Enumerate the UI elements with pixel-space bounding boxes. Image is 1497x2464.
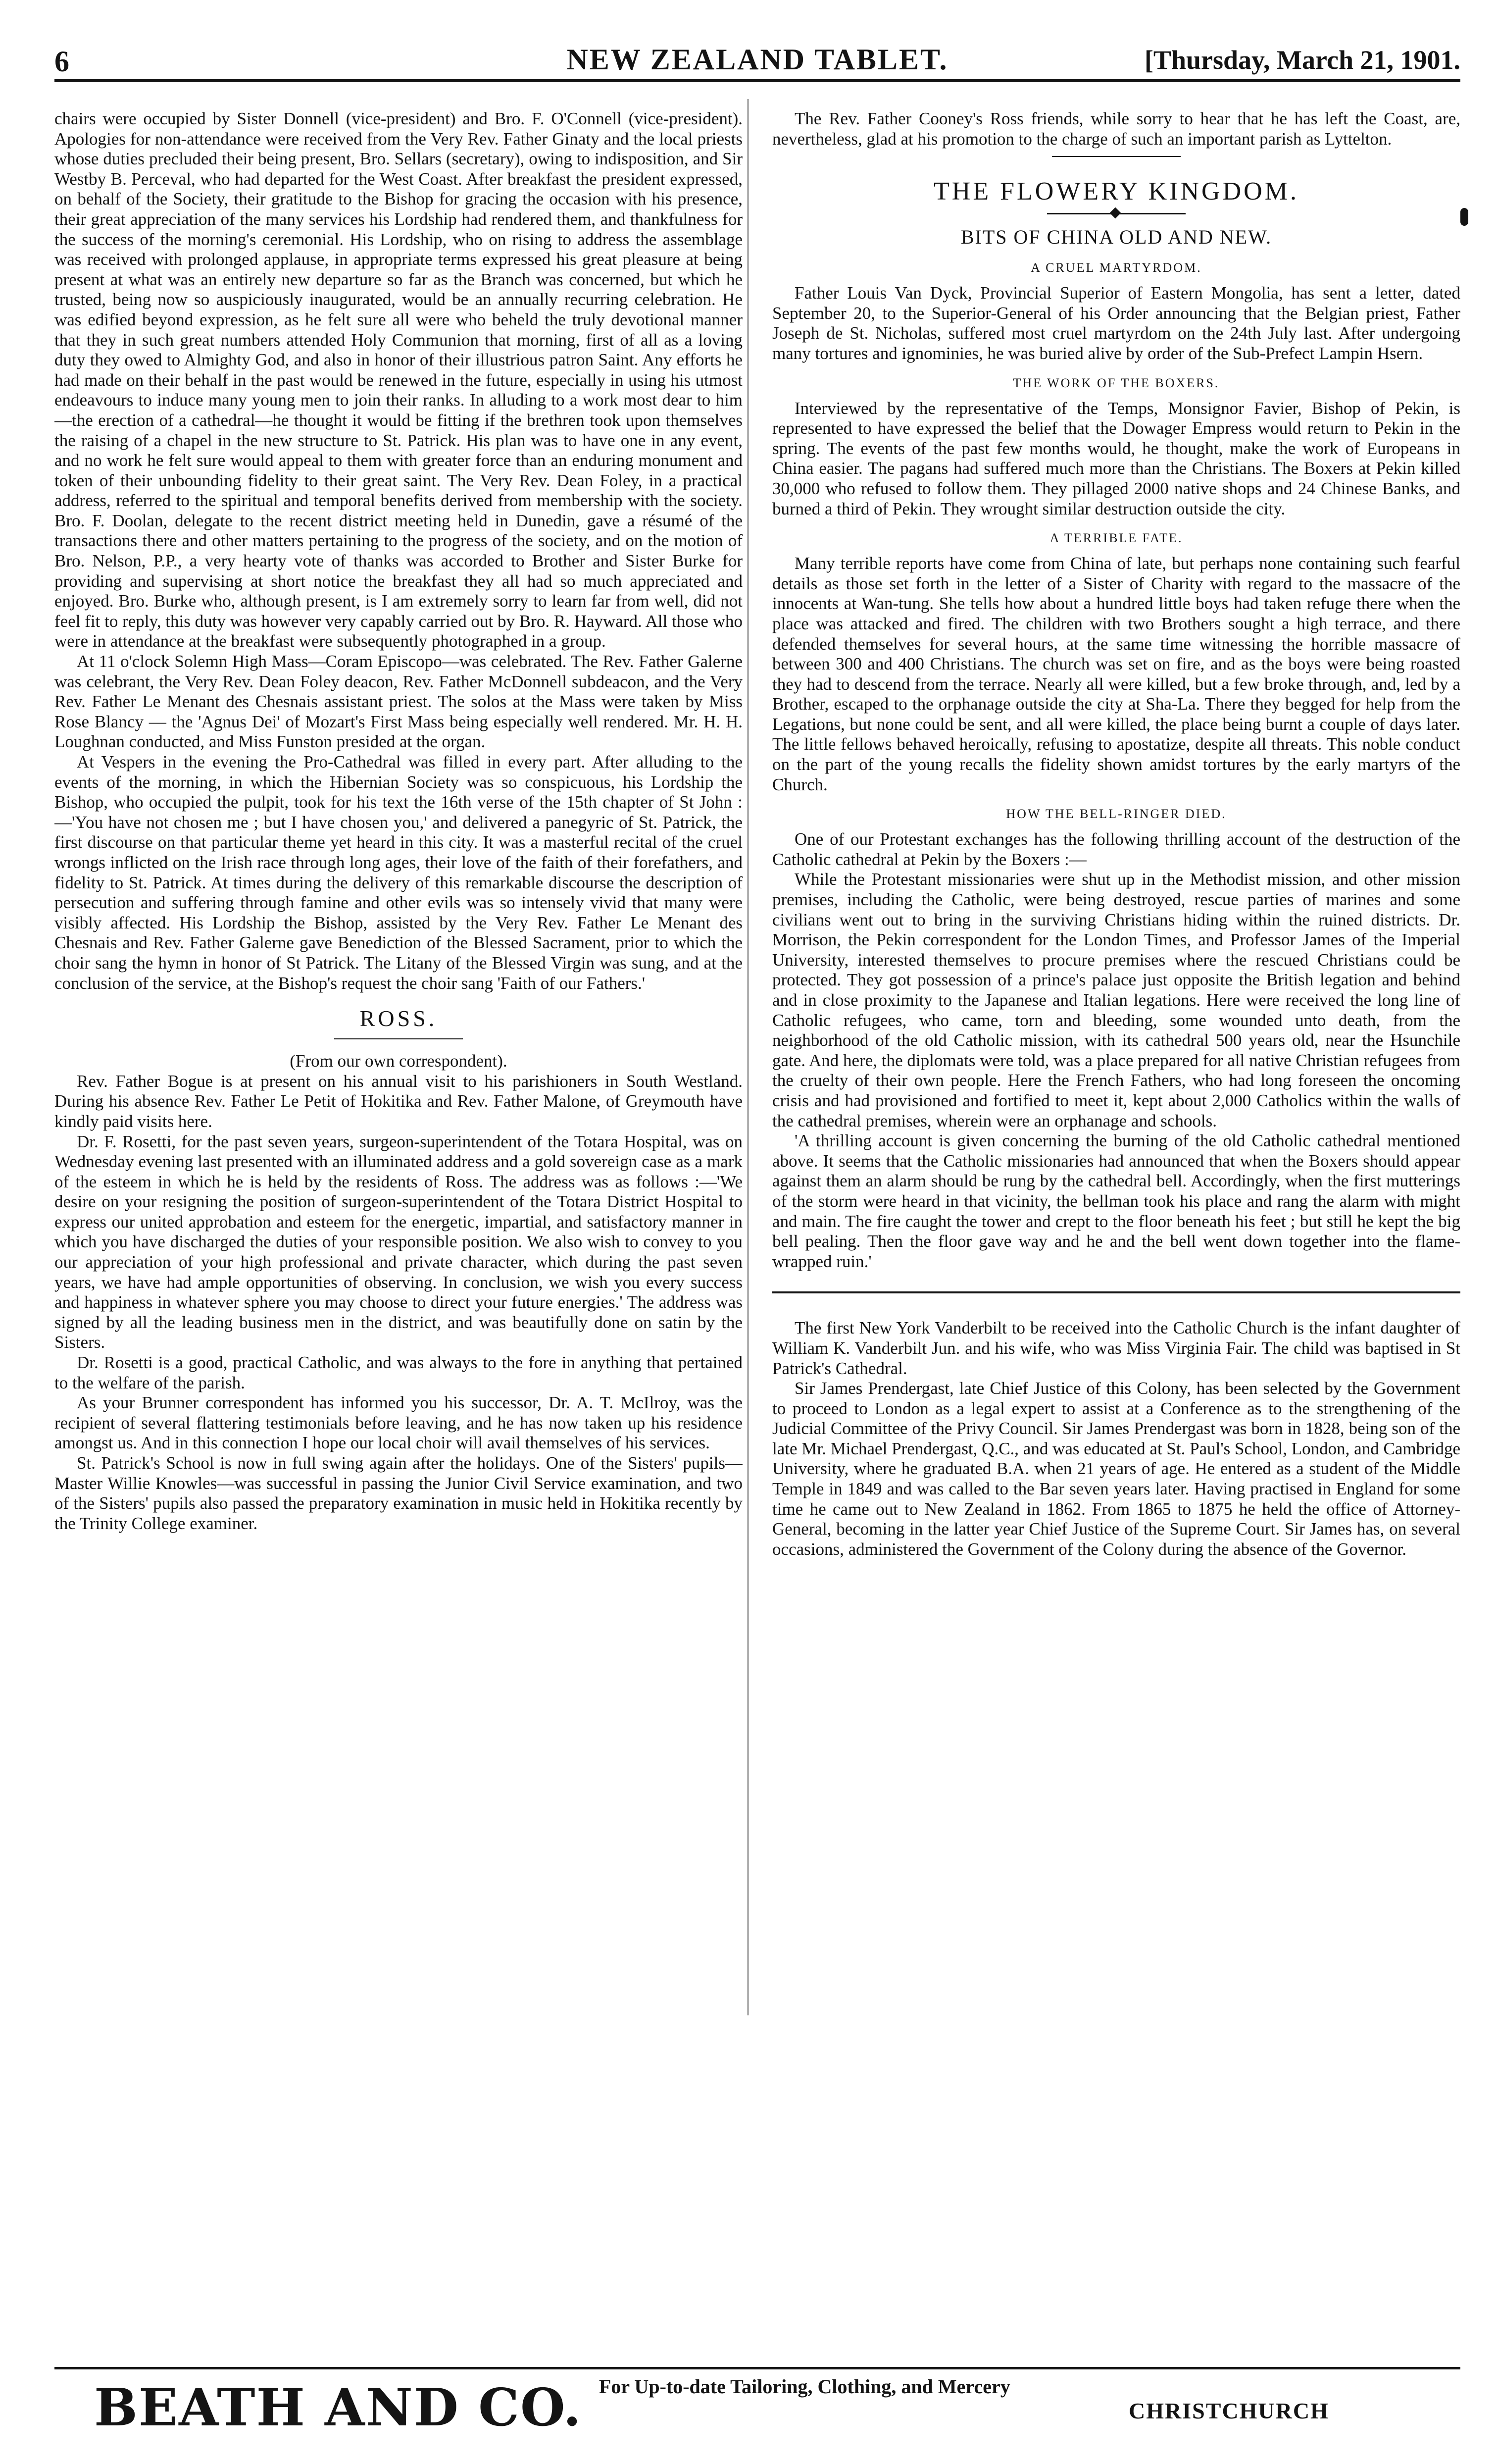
ross-paragraph: Dr. F. Rosetti, for the past seven years, surgeon-superintendent of the Totara Hospital, was on Wednesday evening last presented with an illuminated address and a gold sovereign case as a mark of the esteem in which he is held by the residents of Ross. The address was as follows :—'We desire on your resigning the position of surgeon-superintendent of the Totara District Hospital to express our united approbation and esteem for the energetic, impartial, and satisfactory manner in which you have discharged the duties of your responsible position. We also wish to convey to you our appreciation of your high professional and private character, which during the past seven years, we have had ample opportunities of observing. In conclusion, we wish you every success and happiness in whatever sphere you may choose to direct your future energies.' The address was signed by all the leading business men in the district, and was beautifully done on satin by the Sisters. (54, 1131, 743, 1352)
advertiser-city: CHRISTCHURCH (1129, 2398, 1329, 2423)
advertisement-tagline: For Up-to-date Tailoring, Clothing, and Mercery (599, 2375, 1010, 2398)
china-paragraph: Father Louis Van Dyck, Provincial Superior of Eastern Mongolia, has sent a letter, dated September 20, to the Superior-General of his Order announcing that the Belgian priest, Father Joseph de St. Nicholas, suffered most cruel martyrdom on the 24th July last. After undergoing many tortures and ignominies, he was buried alive by order of the Sub-Prefect Lampin Hsern. (772, 283, 1460, 363)
right-column (772, 109, 1460, 2001)
article-paragraph: At Vespers in the evening the Pro-Cathedral was filled in every part. After alluding to the events of the morning, in which the Hibernian Society was so conspicuous, his Lordship the Bishop, who occupied the pulpit, took for his text the 16th verse of the 15th chapter of St John :—'You have not chosen me ; but I have chosen you,' and delivered a panegyric of St. Patrick, the first discourse on that particular theme yet heard in this city. It was a masterful recital of the cruel wrongs inflicted on the Irish race through long ages, their love of the faith of their forefathers, and fidelity to St. Patrick. At times during the delivery of this remarkable discourse the description of persecution and suffering through famine and other evils was so intensely vivid that many were visibly affected. His Lordship the Bishop, assisted by the Very Rev. Father Le Menant des Chesnais and Rev. Father Galerne gave Benediction of the Blessed Sacrament, prior to which the choir sang the hymn in honor of St Patrick. The Litany of the Blessed Virgin was sung, and at the conclusion of the service, at the Bishop's request the choir sang 'Faith of our Fathers.' (54, 752, 743, 993)
issue-date: [Thursday, March 21, 1901. (1144, 45, 1460, 75)
article-subtitle: BITS OF CHINA OLD AND NEW. (960, 226, 1272, 249)
page-number: 6 (54, 45, 69, 78)
ornament-rule (1047, 213, 1186, 214)
subheading-martyrdom: A CRUEL MARTYRDOM. (1031, 260, 1202, 275)
intro-paragraph: The Rev. Father Cooney's Ross friends, while sorry to hear that he has left the Coast, are, nevertheless, glad at his promotion to the charge of such an important parish as Lyttelton. (772, 109, 1460, 149)
ink-blot-mark (1460, 208, 1468, 226)
china-paragraph: One of our Protestant exchanges has the following thrilling account of the destruction of the Catholic cathedral at Pekin by the Boxers :— (772, 829, 1460, 869)
header-rule (54, 79, 1460, 82)
ross-paragraph: As your Brunner correspondent has informed you his successor, Dr. A. T. McIlroy, was the recipient of several flattering testimonials before leaving, and he has now taken up his residence amongst us. And in this connection I hope our local choir will avail themselves of his services. (54, 1393, 743, 1453)
ross-section-title: ROSS. (359, 1006, 438, 1031)
china-paragraph: 'A thrilling account is given concerning the burning of the old Catholic cathedral mentioned above. It seems that the Catholic missionaries had announced that when the Boxers should appear against them an alarm should be rung by the cathedral bell. Accordingly, when the first mutterings of the storm were heard in that vicinity, the bellman took his place and rang the alarm with might and main. The fire caught the tower and crept to the floor beneath his feet ; but still he kept the big bell pealing. Then the floor gave way and he and the bell went down together into the flame-wrapped ruin.' (772, 1131, 1460, 1271)
section-divider (334, 1038, 463, 1039)
article-paragraph: chairs were occupied by Sister Donnell (vice-president) and Bro. F. O'Connell (vice-president). Apologies for non-attendance were received from the Very Rev. Father Ginaty and the local priests whose duties precluded their being present, Bro. Sellars (secretary), owing to indisposition, and Sir Westby B. Perceval, who had departed for the West Coast. After breakfast the president expressed, on behalf of the Society, their gratitude to the Bishop for gracing the occasion with his presence, their great appreciation of the many services his Lordship had rendered them, and thankfulness for the success of the morning's ceremonial. His Lordship, who on rising to address the assemblage was received with prolonged applause, in appropriate terms expressed his great pleasure at being present at what was an entirely new departure so far as the Branch was concerned, but which he trusted, being now so auspiciously inaugurated, would be an annually recurring celebration. He was edified beyond expression, as he felt sure all were who beheld the truly devotional manner that they in such great numbers attended Holy Communion that morning, first of all as a loving duty they owed to Almighty God, and also in honor of their illustrious patron Saint. Any efforts he had made on their behalf in the past would be renewed in the future, especially in using his utmost endeavours to induce many young men to join their ranks. In alluding to a work most dear to him—the erection of a cathedral—he thought it would be fitting if the brethren took upon themselves the raising of a chapel in the new structure to St. Patrick. His plan was to have one in any event, and no work he felt sure would appeal to them with greater force than an enduring monument and token of their unbounding fidelity to their great saint. The Very Rev. Dean Foley, in a practical address, referred to the spiritual and temporal benefits derived from membership with the society. Bro. F. Doolan, delegate to the recent district meeting held in Dunedin, gave a résumé of the transactions there and other matters pertaining to the progress of the society, and on the motion of Bro. Nelson, P.P., a very hearty vote of thanks was accorded to Brother and Sister Burke for providing and supervising at short notice the breakfast they all had so much appreciated and enjoyed. Bro. Burke who, although present, is I am extremely sorry to learn far from well, did not feel fit to reply, this duty was however very capably carried out by Bro. R. Hayward. All those who were in attendance at the breakfast were subsequently photographed in a group. (54, 109, 743, 651)
news-paragraph: The first New York Vanderbilt to be received into the Catholic Church is the infant daughter of William K. Vanderbilt Jun. and his wife, who was Miss Virginia Fair. The child was baptised in St Patrick's Cathedral. (772, 1318, 1460, 1378)
china-paragraph: While the Protestant missionaries were shut up in the Methodist mission, and other mission premises, including the Catholic, were being destroyed, rescue parties of marines and some civilians went out to bring in the surviving Christians hiding within the ruined districts. Dr. Morrison, the Pekin correspondent for the London Times, and Professor James of the Imperial University, interested themselves to procure premises where the rescued Christians could be protected. They got possession of a prince's palace just opposite the British legation and behind and in close proximity to the Japanese and Italian legations. Here were received the long line of Catholic refugees, who came, torn and bleeding, some wounded unto death, from the neighborhood of the old Catholic mission, with its cathedral 500 years old, near the Hsunchile gate. And here, the diplomats were told, was a place prepared for all native Christian refugees from the cruelty of their own people. Here the French Fathers, who had long foreseen the oncoming crisis and had provisioned and fortified to meet it, kept about 2,000 Catholics within the walls of the cathedral premises, wherein were an orphanage and schools. (772, 870, 1460, 1130)
diamond-ornament-icon (1110, 207, 1121, 219)
correspondent-note: (From our own correspondent). (290, 1051, 507, 1071)
article-paragraph: At 11 o'clock Solemn High Mass—Coram Episcopo—was celebrated. The Rev. Father Galerne was celebrant, the Very Rev. Dean Foley deacon, Rev. Father McDonnell subdeacon, and the Very Rev. Father Le Menant des Chesnais assistant priest. The solos at the Mass were taken by Miss Rose Blancy — the 'Agnus Dei' of Mozart's First Mass being especially well rendered. Mr. H. H. Loughnan conducted, and Miss Funston presided at the organ. (54, 652, 743, 752)
ross-paragraph: St. Patrick's School is now in full swing again after the holidays. One of the Sisters' pupils—Master Willie Knowles—was successful in passing the Junior Civil Service examination, and two of the Sisters' pupils also passed the preparatory examination in music held in Hokitika recently by the Trinity College examiner. (54, 1453, 743, 1533)
masthead-title: NEW ZEALAND TABLET. (566, 43, 948, 76)
section-divider (772, 1291, 1460, 1293)
subheading-terrible-fate: A TERRIBLE FATE. (1049, 531, 1183, 546)
section-divider (1052, 156, 1181, 157)
ross-paragraph: Rev. Father Bogue is at present on his annual visit to his parishioners in South Westland. During his absence Rev. Father Le Petit of Hokitika and Rev. Father Malone, of Greymouth have kindly paid visits here. (54, 1071, 743, 1131)
flowery-kingdom-title: THE FLOWERY KINGDOM. (934, 177, 1299, 206)
news-paragraph: Sir James Prendergast, late Chief Justice of this Colony, has been selected by the Government to proceed to London as a legal expert to assist at a Conference as to the strengthening of the Judicial Committee of the Privy Council. Sir James Prendergast was born in 1828, being son of the late Mr. Michael Prendergast, Q.C., and was educated at St. Paul's School, London, and Cambridge University, where he graduated B.A. when 21 years of age. He entered as a student of the Middle Temple in 1849 and was called to the Bar seven years later. Having practised in England for some time he came out to New Zealand in 1862. From 1865 to 1875 he held the office of Attorney-General, becoming in the latter year Chief Justice of the Supreme Court. Sir James has, on several occasions, administered the Government of the Colony during the absence of the Governor. (772, 1379, 1460, 1559)
left-column (54, 109, 743, 2001)
page-header (54, 40, 1460, 77)
subheading-bell-ringer: HOW THE BELL-RINGER DIED. (1006, 807, 1227, 821)
china-paragraph: Many terrible reports have come from China of late, but perhaps none containing such fearful details as those set forth in the letter of a Sister of Charity with regard to the massacre of the innocents at Wan-tung. She tells how about a hundred little boys had taken refuge there when the place was attacked and fired. The children with two Brothers sought a high terrace, and there defended themselves for several hours, at the same time witnessing the horrible massacre of between 300 and 400 Christians. The church was set on fire, and as the boys were being roasted they had to descend from the terrace. Nearly all were killed, but a few broke through, and, led by a Brother, escaped to the orphanage outside the city at Sha-La. There they begged for help from the Legations, but none could be sent, and all were killed, the place being burnt a couple of days later. The little fellows behaved heroically, refusing to apostatize, despite all threats. This noble conduct on the part of the young recalls the fidelity shown amidst tortures by the early martyrs of the Church. (772, 554, 1460, 794)
advertiser-name: BEATH AND CO. (94, 2377, 582, 2438)
china-paragraph: Interviewed by the representative of the Temps, Monsignor Favier, Bishop of Pekin, is represented to have expressed the belief that the Dowager Empress would return to Pekin in the spring. The events of the past few months would, he thought, make the work of Europeans in China easier. The pagans had suffered much more than the Christians. The Boxers at Pekin killed 30,000 who refused to follow them. They pillaged 2000 native shops and 24 Chinese Banks, and burned a third of Pekin. They wrought similar destruction outside the city. (772, 398, 1460, 518)
subheading-boxers: THE WORK OF THE BOXERS. (1013, 375, 1220, 390)
footer-rule (54, 2367, 1460, 2369)
advertisement-footer (54, 2372, 1460, 2436)
ross-paragraph: Dr. Rosetti is a good, practical Catholic, and was always to the fore in anything that pertained to the welfare of the parish. (54, 1353, 743, 1392)
